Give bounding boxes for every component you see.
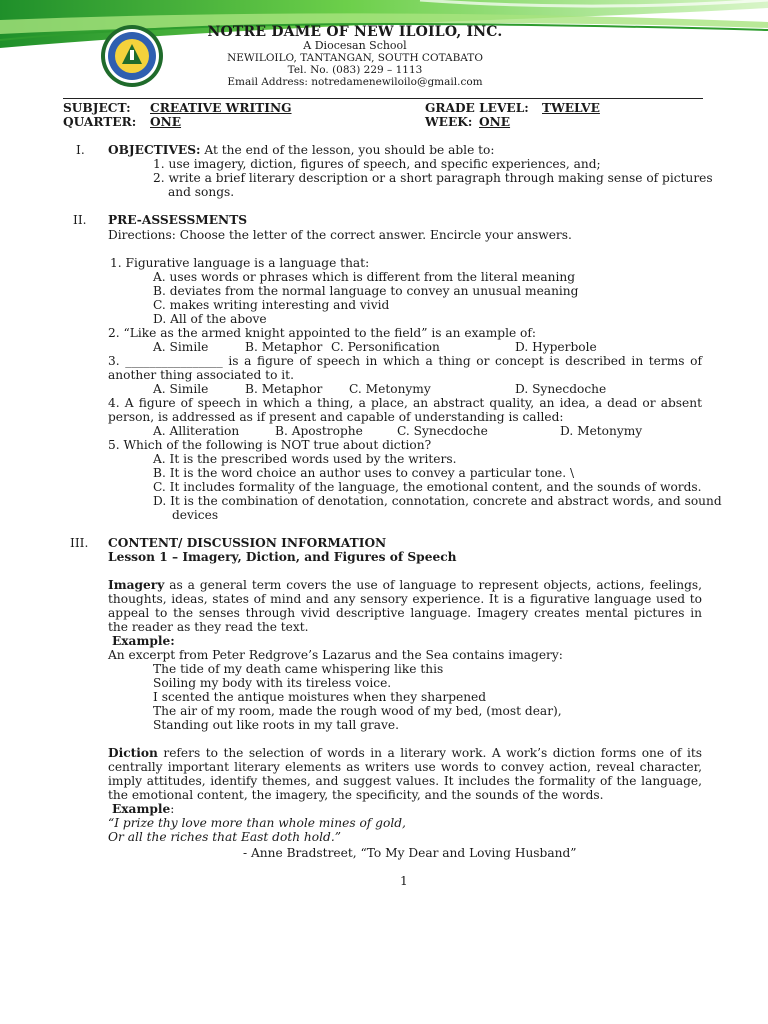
- question-1: 1. Figurative language is a language that:: [110, 256, 370, 270]
- lesson-title: Lesson 1 – Imagery, Diction, and Figures of Speech: [108, 550, 457, 564]
- quote-attribution: - Anne Bradstreet, “To My Dear and Loving Husband”: [243, 846, 577, 860]
- week-value: ONE: [479, 115, 511, 129]
- objective-item-cont: and songs.: [168, 185, 235, 199]
- q4-option-b: B. Apostrophe: [275, 424, 363, 438]
- school-email: Email Address: notredamenewiloilo@gmail.com: [227, 76, 483, 88]
- q5-option-a: A. It is the prescribed words used by the writers.: [153, 452, 457, 466]
- q3-option-b: B. Metaphor: [245, 382, 323, 396]
- objective-item: 1. use imagery, diction, figures of speech, and specific experiences, and;: [153, 157, 601, 171]
- school-address: NEWILOILO, TANTANGAN, SOUTH COTABATO: [227, 52, 483, 64]
- imagery-paragraph: [108, 578, 702, 634]
- pre-number: II.: [73, 213, 87, 227]
- grade-value: TWELVE: [542, 101, 600, 115]
- q1-option-c: C. makes writing interesting and vivid: [153, 298, 390, 312]
- question-3: 3. ________________ is a figure of speech in which a thing or concept is described in terms of another thing associated to it.: [108, 354, 702, 382]
- grade-label: GRADE LEVEL:: [425, 101, 529, 115]
- example2-label-line: [112, 802, 174, 816]
- page-number: 1: [400, 874, 408, 888]
- q2-option-b: B. Metaphor: [245, 340, 323, 354]
- q1-option-b: B. deviates from the normal language to convey an unusual meaning: [153, 284, 579, 298]
- q3-option-c: C. Metonymy: [349, 382, 431, 396]
- excerpt-intro: An excerpt from Peter Redgrove’s Lazarus and the Sea contains imagery:: [108, 648, 563, 662]
- quote-line: “I prize thy love more than whole mines of gold,: [108, 816, 406, 830]
- question-5: 5. Which of the following is NOT true about diction?: [108, 438, 432, 452]
- diction-paragraph: [108, 746, 702, 802]
- objectives-number: I.: [76, 143, 85, 157]
- diction-text: refers to the selection of words in a literary work. A work’s diction forms one of its centrally important literary elements as writers use words to convey action, reveal character, imply attitudes, identify themes, and suggest values. It includes the formality of the language, the emotional content, the imagery, the specificity, and the sounds of the words.: [108, 746, 702, 802]
- poem-line: The tide of my death came whispering like this: [153, 662, 444, 676]
- header-divider: [63, 98, 703, 99]
- q5-option-b: B. It is the word choice an author uses to convey a particular tone. \: [153, 466, 575, 480]
- imagery-term: Imagery: [108, 578, 165, 592]
- school-tel: Tel. No. (083) 229 – 1113: [287, 64, 423, 76]
- q3-option-d: D. Synecdoche: [515, 382, 607, 396]
- example2-colon: :: [170, 802, 175, 816]
- q4-option-c: C. Synecdoche: [397, 424, 488, 438]
- q1-option-d: D. All of the above: [153, 312, 267, 326]
- subject-value: CREATIVE WRITING: [150, 101, 292, 115]
- q4-option-d: D. Metonymy: [560, 424, 643, 438]
- q2-option-c: C. Personification: [331, 340, 440, 354]
- q5-option-c: C. It includes formality of the language, the emotional content, and the sounds of words.: [153, 480, 702, 494]
- poem-line: I scented the antique moistures when they sharpened: [153, 690, 487, 704]
- objectives-intro: At the end of the lesson, you should be able to:: [200, 143, 495, 157]
- q5-option-d: D. It is the combination of denotation, connotation, concrete and abstract words, and sound: [153, 494, 722, 508]
- quote-line: Or all the riches that East doth hold.”: [108, 830, 341, 844]
- poem-line: Standing out like roots in my tall grave.: [153, 718, 399, 732]
- imagery-text: as a general term covers the use of language to represent objects, actions, feelings, thoughts, ideas, states of mind and any sensory experience. It is a figurative language used to appeal to the senses through vivid descriptive language. Imagery creates mental pictures in the reader as they read the text.: [108, 578, 702, 634]
- question-2: 2. “Like as the armed knight appointed to the field” is an example of:: [108, 326, 537, 340]
- content-title: CONTENT/ DISCUSSION INFORMATION: [108, 536, 387, 550]
- example-label: Example:: [112, 634, 175, 648]
- poem-line: The air of my room, made the rough wood of my bed, (most dear),: [153, 704, 562, 718]
- example2-label: Example: [112, 802, 171, 816]
- quarter-value: ONE: [150, 115, 182, 129]
- school-name: NOTRE DAME OF NEW ILOILO, INC.: [207, 24, 503, 40]
- week-label: WEEK:: [425, 115, 473, 129]
- objectives-title: OBJECTIVES:: [108, 143, 201, 157]
- subject-label: SUBJECT:: [63, 101, 131, 115]
- school-seal-logo: [100, 24, 164, 88]
- q3-option-a: A. Simile: [153, 382, 209, 396]
- content-number: III.: [70, 536, 89, 550]
- diction-term: Diction: [108, 746, 158, 760]
- objective-item: 2. write a brief literary description or a short paragraph through making sense of pictures: [153, 171, 713, 185]
- question-4: 4. A figure of speech in which a thing, a place, an abstract quality, an idea, a dead or absent person, is addressed as if present and capable of understanding is called:: [108, 396, 702, 424]
- q5-option-d-cont: devices: [172, 508, 219, 522]
- poem-line: Soiling my body with its tireless voice.: [153, 676, 392, 690]
- q2-option-d: D. Hyperbole: [515, 340, 597, 354]
- objectives-heading: [108, 143, 495, 157]
- pre-directions: Directions: Choose the letter of the correct answer. Encircle your answers.: [108, 228, 572, 242]
- quarter-label: QUARTER:: [63, 115, 137, 129]
- q2-option-a: A. Simile: [153, 340, 209, 354]
- pre-title: PRE-ASSESSMENTS: [108, 213, 248, 227]
- school-tagline: A Diocesan School: [303, 39, 407, 52]
- q1-option-a: A. uses words or phrases which is different from the literal meaning: [153, 270, 576, 284]
- q4-option-a: A. Alliteration: [153, 424, 240, 438]
